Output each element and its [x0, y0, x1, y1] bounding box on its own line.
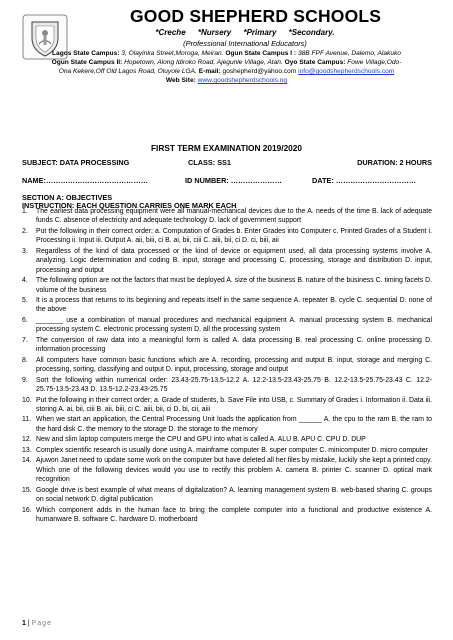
question-item [22, 396, 432, 415]
question-number: 10. [22, 396, 32, 404]
email-text: goshepherd@yahoo.com [222, 68, 297, 75]
question-number: 4. [22, 277, 28, 285]
oyo-campus-address: Fowe Village,Odo- [347, 59, 402, 66]
website-link[interactable]: www.goodshepherdschools.ng [197, 77, 288, 84]
question-text: Ajuwon Janet need to update some work on the computer but have deleted all her files by mistake, luckily she kept a printed copy. Which one of the following devices would you use to rectify this problem A. camera B. printer C. scanner D. optical mark recognition [36, 457, 432, 484]
question-number: 2. [22, 227, 28, 235]
address-line-2 [14, 59, 439, 67]
question-number: 5. [22, 297, 28, 305]
page-separator: | [25, 620, 32, 627]
subject-row [22, 158, 432, 167]
question-text: New and slim laptop computers merge the CPU and GPU into what is called A. ALU B. APU C. CPU D. DUP [36, 436, 366, 444]
student-details-row [22, 176, 432, 185]
section-secondary: *Secondary. [288, 28, 335, 37]
school-subtitle: (Professional International Educators) [183, 39, 307, 48]
question-number: 13. [22, 446, 32, 454]
address-line-1 [14, 50, 439, 58]
question-number: 8. [22, 356, 28, 364]
lagos-campus-address: 3, Olayinka Street,Moroga, Meiran. [121, 50, 224, 57]
ogun-campus-1-label: Ogun State Campus I : [225, 50, 297, 57]
question-number: 7. [22, 336, 28, 344]
question-text: The conversion of raw data into a meaningful form is called A. data processing B. real processing C. online processing D. information processing [36, 336, 432, 354]
question-text: The earliest data processing equipment were all manual-mechanical devices due to the A. needs of the time B. lack of adequate funds C. absence of electricity and adequate technology D. lack of government support [36, 208, 432, 225]
email-label: E-mail: [198, 68, 221, 75]
question-number: 6. [22, 316, 28, 324]
question-item [22, 415, 432, 434]
question-item [22, 336, 432, 355]
website-label: Web Site: [165, 77, 196, 84]
subject-label: SUBJECT: DATA PROCESSING [22, 158, 130, 167]
id-number-field: ID NUMBER: ………………… [185, 176, 282, 185]
name-field: NAME:…………………………………… [22, 176, 149, 185]
school-name: GOOD SHEPHERD SCHOOLS [130, 6, 382, 26]
question-text: Complex scientific research is usually done using A. mainframe computer B. super computer C. minicomputer D. micro computer [36, 446, 428, 454]
page-number: 1 [22, 620, 26, 627]
question-item [22, 435, 432, 444]
question-text: Google drive is best example of what means of digitalization? A. learning management system B. web-based sharing C. groups on social network D. digital publication [36, 486, 432, 504]
section-primary: *Primary [243, 28, 277, 37]
question-number: 11. [22, 416, 32, 424]
section-nursery: *Nursery [197, 28, 232, 37]
question-item [22, 356, 432, 375]
ogun-campus-2-address: Hopetown, Along Idiroko Road, Ajegunle Village, Atan. [124, 59, 283, 66]
question-number: 9. [22, 376, 28, 384]
question-number: 14. [22, 457, 32, 465]
address-line-3 [14, 68, 439, 76]
lagos-campus-label: Lagos State Campus: [52, 50, 120, 57]
section-a-instruction: INSTRUCTION: EACH QUESTION CARRIES ONE MARK EACH [22, 201, 237, 210]
website-line [14, 77, 439, 85]
ogun-campus-1-address: 38B FPF Avenue, Dalemo, Alakuko [297, 50, 401, 57]
oyo-campus-address-cont: Ona Kekere,Off Old Lagos Road, Oluyole LGA. [58, 68, 197, 75]
question-text: Which component adds in the human face to bring the complete computer into a functional and productive existence A. humanware B. software C. hardware D. motherboard [36, 506, 432, 523]
oyo-campus-label: Oyo State Campus: [284, 59, 346, 66]
page-word: Page [31, 620, 52, 627]
question-item [22, 456, 432, 484]
question-number: 12. [22, 436, 32, 444]
question-item [22, 376, 432, 395]
question-text: All computers have common basic functions which are A. recording, processing and output B. input, storage and merging C. processing, sorting, classifying and output D. input, processing, storage and output [36, 356, 432, 374]
question-text: Regardless of the kind of data processed or the kind of device or equipment used, all data processing systems involve A. analyzing. Logic determination and coding B. input, storage and processing C. processing, storage and distribution D. input, processing and output [36, 247, 432, 274]
question-item [22, 207, 432, 226]
question-item [22, 227, 432, 246]
question-number: 16. [22, 506, 32, 514]
question-text: Sort the following within numerical order: 23.43-25.75-13.5-12.2 A. 12.2-13.5-23.43-25.75 B. 12.2-13.5-25.75-23.43 C. 12.2-25.75-13.5-23.43 D. 13.5-12.2-23.43-25.75 [36, 376, 432, 394]
question-text: When we start an application, the Central Processing Unit loads the application from ______ A. the cpu to the ram B. the ram to the hard disk C. the memory to the storage D. the storage to the memory [36, 416, 432, 433]
question-item [22, 446, 432, 455]
page-footer [22, 620, 52, 627]
question-item [22, 296, 432, 315]
school-sections [110, 28, 380, 37]
section-creche: *Creche [155, 28, 186, 37]
question-text: Put the following in their correct order; a. Computation of Grades b. Enter Grades into Computer c. Printed Grades of a Student i. Processing ii. Input iii. Output A. aii, biii, ci B. ai, bii, ciii C. aiii, bii, ci D. ci, biii, aii [36, 227, 432, 245]
question-number: 3. [22, 247, 28, 255]
question-item [22, 316, 432, 335]
question-list [22, 207, 432, 526]
class-label: CLASS: SS1 [188, 158, 231, 167]
email-link[interactable]: info@goodshepherdschools.com [298, 68, 395, 75]
question-number: 15. [22, 486, 32, 494]
question-item [22, 247, 432, 275]
question-text: Put the following in their correct order; a. Grade of students, b. Save File into USB, c. Summary of Grades i. Information ii. Data iii. storing A. ai, bii, ciii B. aii, biii, ci C. aiii, bii, ci D. bi, cii, aiii [36, 396, 432, 413]
exam-title: FIRST TERM EXAMINATION 2019/2020 [150, 143, 303, 153]
duration-label: DURATION: 2 HOURS [357, 158, 432, 167]
question-item [22, 506, 432, 525]
question-item [22, 486, 432, 505]
question-text: _______ use a combination of manual procedures and mechanical equipment A. manual processing system B. mechanical processing system C. electronic processing system D. all the processing system [36, 316, 432, 334]
ogun-campus-2-label: Ogun State Campus II: [51, 59, 123, 66]
question-text: It is a process that returns to its beginning and repeats itself in the same sequence A. repeater B. cycle C. sequential D. none of the above [36, 297, 432, 314]
question-item [22, 276, 432, 295]
question-number: 1. [22, 208, 28, 215]
question-text: The following option are not the factors that must be deployed A. size of the business B. nature of the business C. timing facets D. volume of the business [36, 277, 432, 294]
date-field: DATE: …………………………… [312, 176, 417, 185]
section-a-title: SECTION A: OBJECTIVES [22, 193, 113, 202]
